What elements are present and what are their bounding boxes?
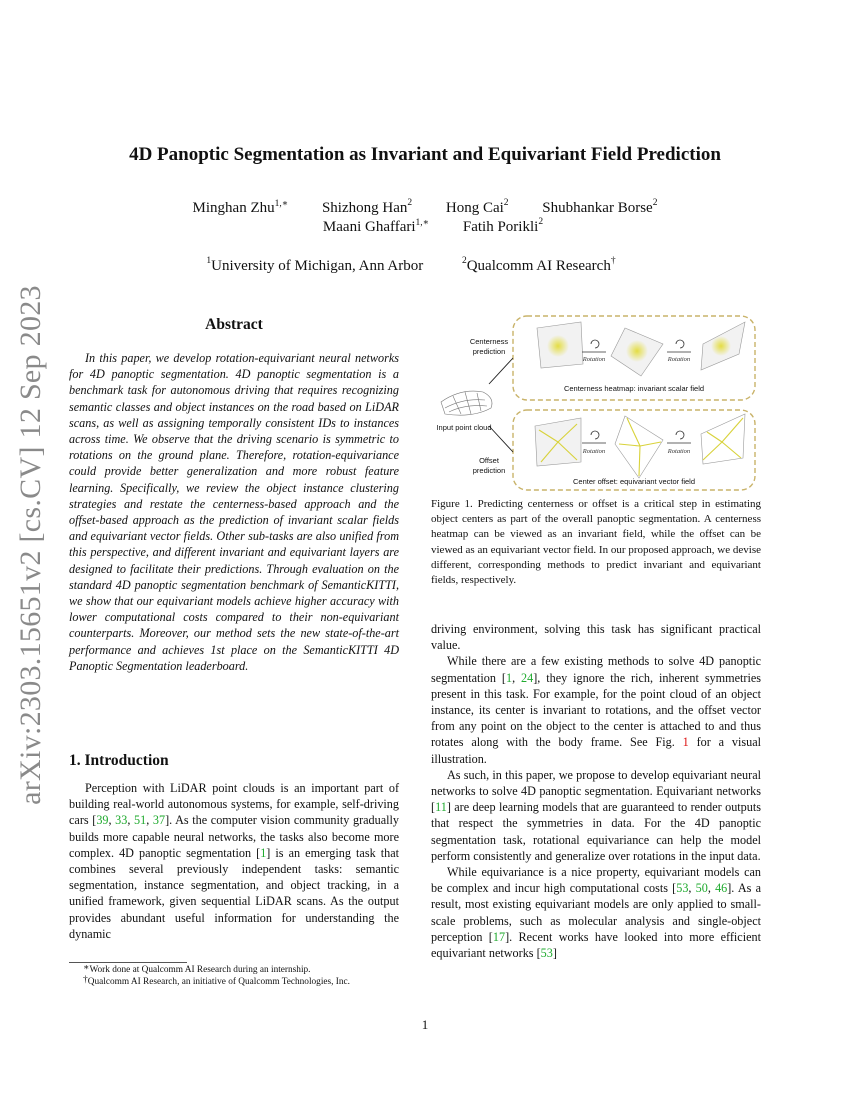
caption-centerness: Centerness heatmap: invariant scalar field [563, 384, 705, 393]
label-centerness: prediction [472, 347, 506, 356]
caption-offset: Center offset: equivariant vector field [572, 477, 696, 486]
citation-link[interactable]: 17 [492, 929, 506, 944]
affiliations [0, 258, 836, 275]
label-offset: Offset [479, 456, 499, 465]
citation-link[interactable]: 11 [435, 800, 447, 815]
label-centerness: Centerness [469, 337, 509, 346]
citation-link[interactable]: 51 [134, 813, 147, 828]
footnote: ∗Work done at Qualcomm AI Research during an internship. [83, 963, 311, 975]
abstract-text: In this paper, we develop rotation-equivariant neural networks for 4D panoptic segmentation. 4D panoptic segmentation is a benchmark task for autonomous driving that requires recognizing semantic classes and object instances on the road based on LiDAR scans, as well as assigning temporally consistent IDs to instances across time. We observe that the driving scenario is symmetric to rotations on the ground plane. Therefore, rotation-equivariance could provide better generalization and more robust feature learning. Specifically, we review the object instance clustering strategies and restate the centerness-based approach and the offset-based approach as the prediction of invariant scalar fields and equivariant vector fields. Other sub-tasks are also unified from this perspective, and different invariant and equivariant layers are designed to facilitate their predictions. Through evaluation on the standard 4D panoptic segmentation benchmark of SemanticKITTI, we show that our equivariant models achieve higher accuracy with lower computational costs compared to their non-equivariant counterparts. Moreover, our method sets the new state-of-the-art performance and achieves 1st place on the SemanticKITTI 4D Panoptic Segmentation leaderboard. [69, 351, 399, 673]
author: Fatih Porikli$^2$ [462, 217, 544, 235]
figure-1 [431, 314, 761, 492]
author: Hong Cai$^2$ [445, 198, 509, 216]
arxiv-id: arXiv:2303.15651v2 [cs.CV] 12 Sep 2023 [14, 285, 47, 805]
citation-link[interactable]: 39 [96, 813, 109, 828]
author-line-1 [0, 200, 850, 217]
author: Shizhong Han$^2$ [321, 198, 413, 216]
citation-link[interactable]: 46 [715, 881, 728, 896]
figure-link[interactable]: 1 [682, 735, 689, 750]
arxiv-sidebar [6, 285, 56, 805]
citation-link[interactable]: 53 [676, 881, 689, 896]
author: Maani Ghaffari$^{1,∗}$ [322, 218, 430, 235]
rotation-label: Rotation [582, 448, 606, 455]
label-offset: prediction [472, 466, 506, 475]
centerness-clouds [537, 322, 745, 376]
intro-paragraph: Perception with LiDAR point clouds is an important part of building real-world autonomous systems, for example, self-driving cars [39, 33, 51, 37]. As the computer vision community gradually builds more capable neural networks, the tasks also become more complex. 4D panoptic segmentation [1] is an emerging task that combines several previously independent tasks: semantic segmentation, instance segmentation, and object tracking, in a unified framework, given sequential LiDAR scans. As the output provides abundant useful information for understanding the dynamic [69, 781, 400, 941]
page-number: 1 [421, 1017, 429, 1032]
citation-link[interactable]: 50 [695, 881, 708, 896]
paper-title: 4D Panoptic Segmentation as Invariant and Equivariant Field Prediction [129, 144, 721, 165]
footnotes [69, 964, 409, 988]
rotation-label: Rotation [667, 356, 691, 363]
right-column-text: driving environment, solving this task has significant practical value. While there are a few existing methods to solve 4D panoptic segmentation [1, 24], they ignore the rich, inherent symmetries present in this task. For example, for the point cloud of an object instance, its center is invariant to rotations, and the offset vector from any point on the object to the center is attached to and thus rotates along with the body frame. See Fig. 1 for a visual illustration. As such, in this paper, we propose to develop equivariant neural networks to solve 4D panoptic segmentation. Equivariant networks [11] are deep learning models that are guaranteed to render outputs that respect the symmetries in data. For the 4D panoptic segmentation task, rotational equivariance can help the model perform consistently and generalize over rotations in the input data. While equivariance is a nice property, equivariant models can be complex and incur high computational costs [53, 50, 46]. As a result, most existing equivariant models are only applied to small-scale problems, such as molecular analysis and single-object perception [17]. Recent works have looked into more efficient equivariant networks [53] [431, 622, 762, 961]
citation-link[interactable]: 24 [521, 670, 534, 685]
citation-link[interactable]: 37 [152, 813, 166, 828]
affiliation: $^1$University of Michigan, Ann Arbor [206, 256, 424, 274]
citation-link[interactable]: 1 [260, 845, 267, 860]
author: Shubhankar Borse$^2$ [542, 198, 658, 216]
rotation-label: Rotation [667, 448, 691, 455]
abstract-heading: Abstract [205, 316, 263, 333]
affiliation: $^2$Qualcomm AI Research† [461, 256, 616, 274]
author: Minghan Zhu$^{1,∗}$ [192, 199, 289, 216]
rotation-label: Rotation [582, 356, 606, 363]
footnote: †Qualcomm AI Research, an initiative of Qualcomm Technologies, Inc. [83, 975, 351, 987]
citation-link[interactable]: 33 [115, 813, 128, 828]
section-heading: 1. Introduction [69, 752, 169, 769]
author-line-2 [8, 219, 850, 236]
label-input: Input point cloud [436, 423, 492, 432]
citation-link[interactable]: 53 [540, 946, 553, 961]
figure-caption: Figure 1. Predicting centerness or offset is a critical step in estimating object centers as part of the overall panoptic segmentation. A centerness heatmap can be viewed as an invariant field, while the offset can be viewed as an equivariant vector field. In our proposed approach, we devise different, corresponding methods to predict invariant and equivariant fields, respectively. [431, 498, 761, 587]
offset-clouds [535, 414, 745, 478]
input-point-cloud [441, 391, 492, 415]
citation-link[interactable]: 1 [505, 670, 513, 685]
